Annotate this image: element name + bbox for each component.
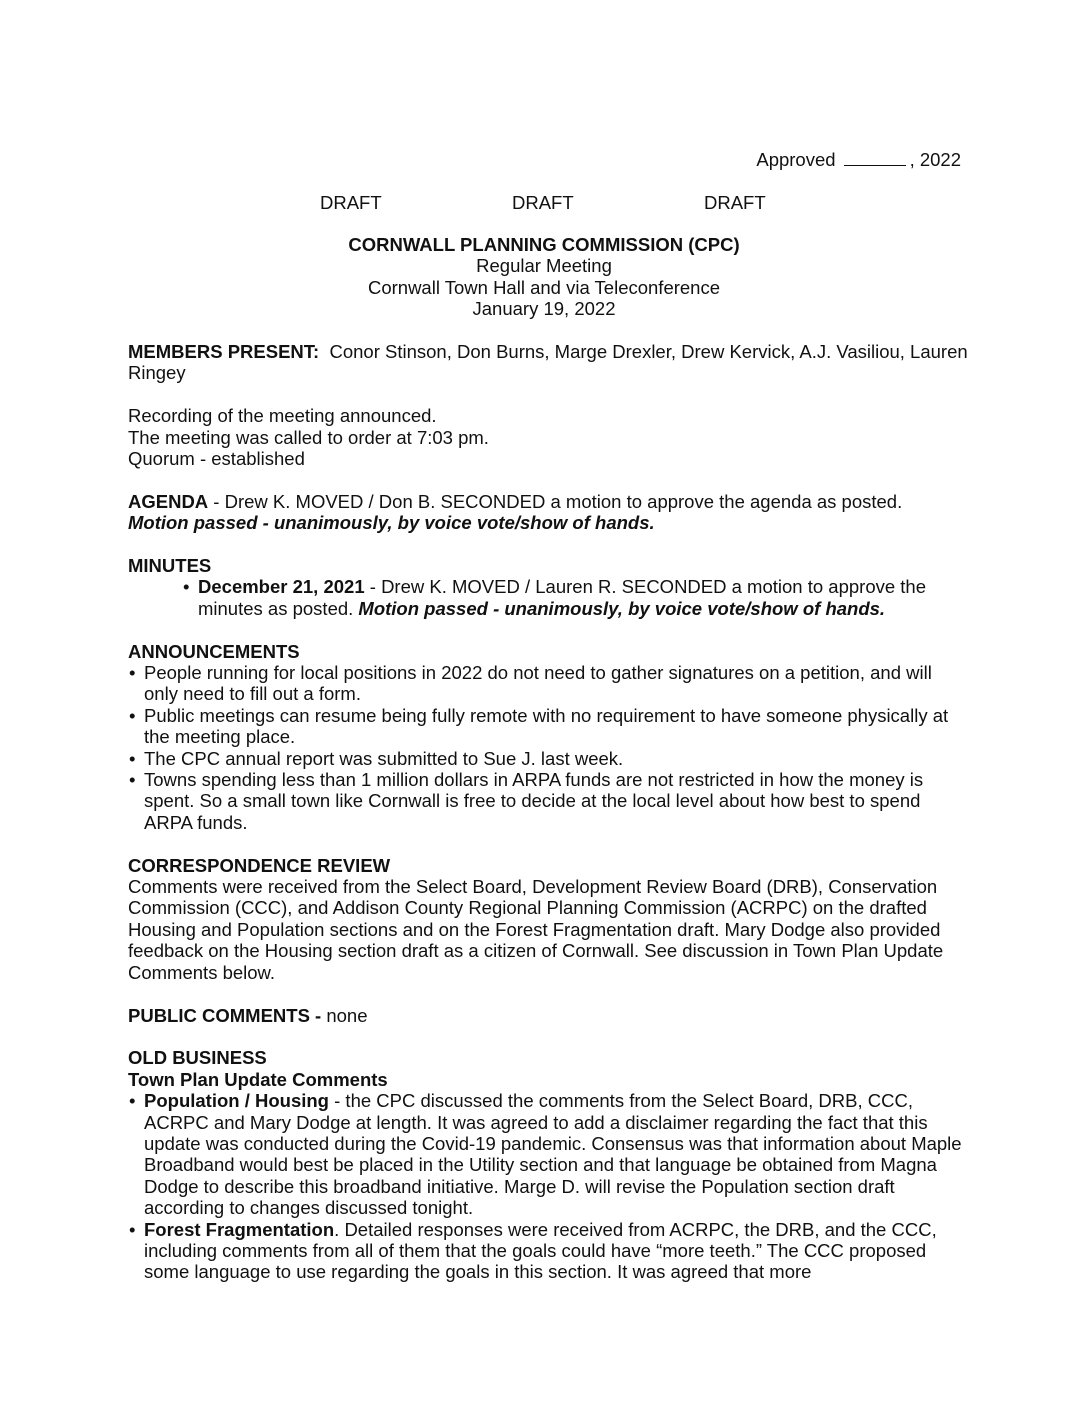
announcements-list: [128, 662, 968, 833]
agenda-section: [128, 491, 968, 534]
agenda-result: Motion passed - unanimously, by voice vote/show of hands.: [128, 512, 655, 534]
document-header: [0, 234, 1088, 320]
approval-line: [756, 149, 961, 170]
correspondence-heading: CORRESPONDENCE REVIEW: [128, 854, 391, 876]
minutes-heading: MINUTES: [128, 555, 212, 577]
minutes-list: [128, 576, 968, 619]
approved-year: , 2022: [909, 149, 961, 170]
document-title: CORNWALL PLANNING COMMISSION (CPC): [348, 234, 740, 255]
public-comments-text: none: [326, 1004, 368, 1026]
list-item: [182, 576, 968, 619]
opening-line: The meeting was called to order at 7:03 pm.: [128, 426, 489, 448]
meeting-date: January 19, 2022: [472, 298, 616, 320]
public-comments: [128, 1005, 968, 1026]
list-item: • People running for local positions in 2022 do not need to gather signatures on a petition, and will only need to fill out a form.: [128, 662, 968, 705]
meeting-type: Regular Meeting: [476, 255, 612, 277]
approved-label: Approved: [756, 149, 836, 170]
agenda-text: - Drew K. MOVED / Don B. SECONDED a motion to approve the agenda as posted.: [208, 490, 903, 512]
item-text: - the CPC discussed the comments from the Select Board, DRB, CCC, ACRPC and Mary Dodge at length. It was agreed to add a disclaimer regarding the fact that this update was conducted during the Covid-19 pandemic. Consensus was that information about Maple Broadband would best be placed in the Utility section and that language be obtained from Magna Dodge to describe this broadband initiative. Marge D. will revise the Population section draft according to changes discussed tonight.: [144, 1090, 962, 1219]
public-comments-label: PUBLIC COMMENTS -: [128, 1004, 327, 1026]
list-item: [128, 1219, 968, 1283]
meeting-location: Cornwall Town Hall and via Teleconference: [367, 276, 721, 298]
correspondence-text: Comments were received from the Select Board, Development Review Board (DRB), Conservation Commission (CCC), and Addison County Regional Planning Commission (ACRPC) on the drafted Housing and Population sections and on the Forest Fragmentation draft. Mary Dodge also provided feedback on the Housing section draft as a citizen of Cornwall. See discussion in Town Plan Update Comments below.: [128, 876, 944, 983]
list-item: [128, 1090, 968, 1218]
minutes-date: December 21, 2021: [198, 576, 365, 598]
approval-date-blank: [844, 151, 906, 166]
town-plan-subheading: Town Plan Update Comments: [128, 1068, 388, 1090]
old-business-list: [128, 1090, 968, 1283]
members-label: MEMBERS PRESENT:: [128, 341, 320, 362]
draft-label: DRAFT: [320, 192, 382, 213]
list-item: • The CPC annual report was submitted to Sue J. last week.: [128, 748, 968, 769]
draft-label: DRAFT: [704, 192, 766, 213]
minutes-body: [128, 341, 968, 1283]
opening-line: Recording of the meeting announced.: [128, 405, 437, 427]
announcements-heading: ANNOUNCEMENTS: [128, 640, 300, 662]
agenda-label: AGENDA: [128, 490, 209, 512]
item-text: . Detailed responses were received from ACRPC, the DRB, and the CCC, including comments from all of them that the goals could have “more teeth.” The CCC proposed some language to use regarding the goals in this section. It was agreed that more: [144, 1218, 937, 1283]
item-label: Forest Fragmentation: [144, 1218, 335, 1240]
members-present: [128, 341, 968, 384]
old-business-heading: OLD BUSINESS: [128, 1047, 267, 1069]
draft-label: DRAFT: [512, 192, 574, 213]
minutes-text: - Drew K. MOVED / Lauren R. SECONDED a motion to approve the minutes as posted.: [198, 576, 927, 619]
list-item: • Public meetings can resume being fully remote with no requirement to have someone physically at the meeting place.: [128, 705, 968, 748]
opening-line: Quorum - established: [128, 448, 305, 470]
minutes-result: Motion passed - unanimously, by voice vote/show of hands.: [358, 597, 886, 619]
item-label: Population / Housing: [144, 1090, 329, 1112]
list-item: • Towns spending less than 1 million dollars in ARPA funds are not restricted in how the money is spent. So a small town like Cornwall is free to decide at the local level about how best to spend ARPA funds.: [128, 769, 968, 833]
members-list: Conor Stinson, Don Burns, Marge Drexler, Drew Kervick, A.J. Vasiliou, Lauren Ringey: [128, 341, 968, 384]
